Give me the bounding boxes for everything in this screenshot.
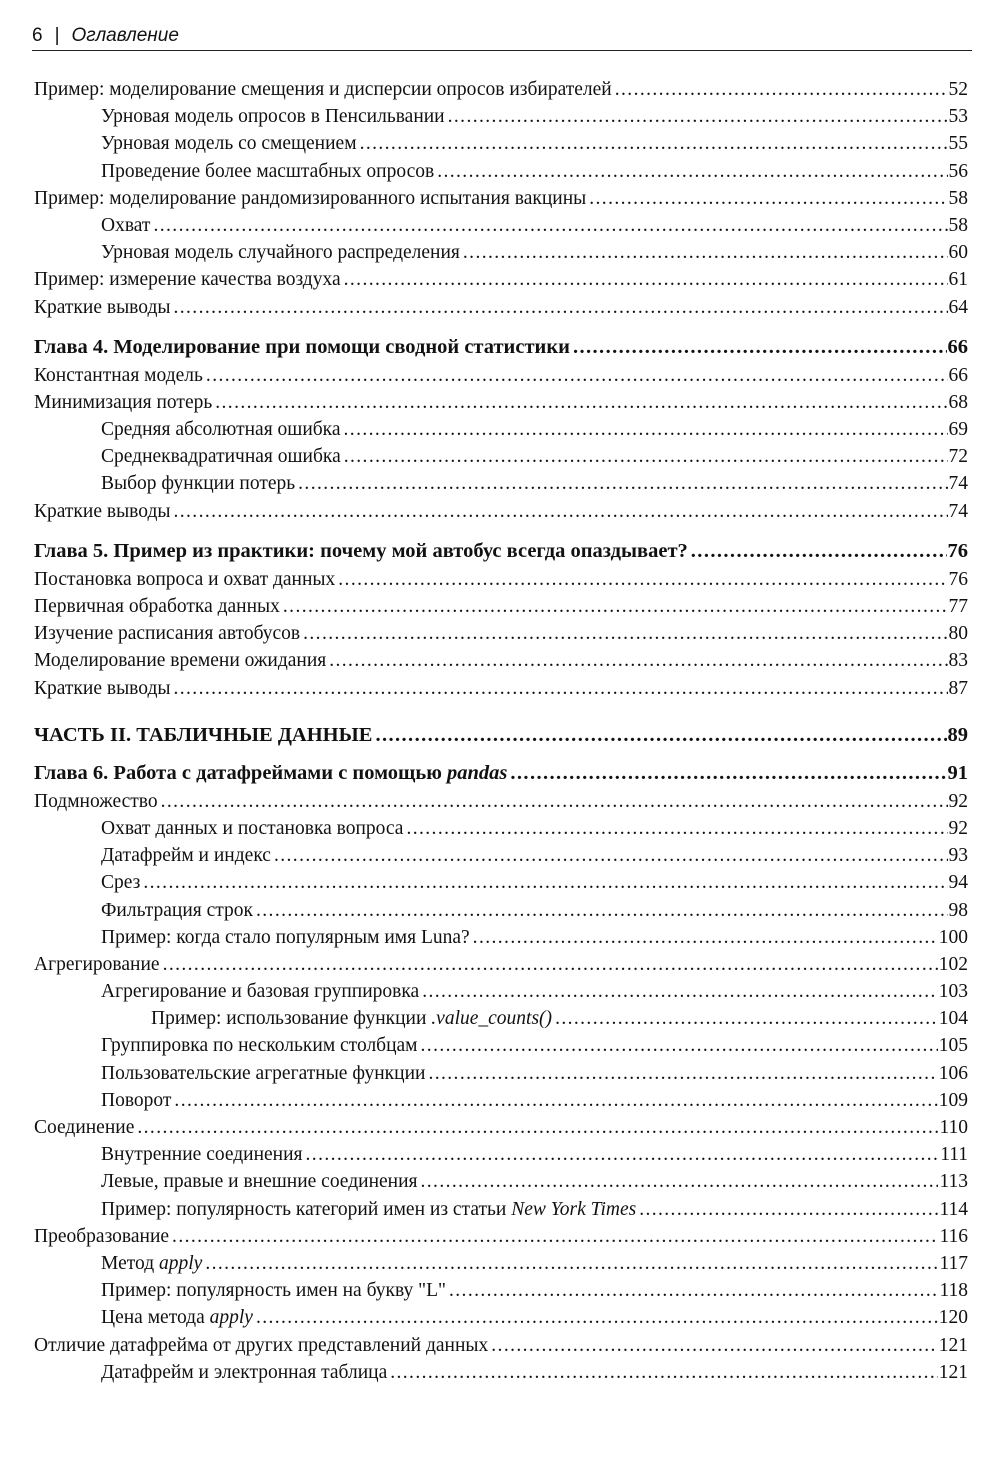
toc-page-number: 93 (948, 845, 968, 867)
toc-entry (34, 620, 968, 647)
table-of-contents (34, 76, 968, 1386)
toc-entry-title (34, 536, 688, 566)
toc-dot-leader (173, 294, 947, 321)
toc-dot-leader (375, 719, 946, 751)
toc-entry-title-text: Левые, правые и внешние соединения (101, 1171, 418, 1193)
toc-page-number: 105 (938, 1035, 968, 1057)
toc-entry-title (34, 1223, 169, 1250)
toc-entry-title (34, 266, 341, 293)
toc-entry-title-text: Пользовательские агрегатные функции (101, 1062, 426, 1084)
toc-page-number: 109 (938, 1089, 968, 1111)
toc-entry-title (101, 869, 140, 896)
toc-entry-title (101, 1277, 446, 1304)
toc-entry (34, 185, 968, 212)
toc-dot-leader (153, 212, 947, 239)
toc-entry (34, 897, 968, 924)
toc-entry (34, 978, 968, 1005)
toc-entry (34, 416, 968, 443)
toc-page-number: 103 (938, 981, 968, 1003)
toc-entry (34, 815, 968, 842)
header-title: Оглавление (71, 25, 179, 46)
toc-entry (34, 788, 968, 815)
toc-entry-title-text: Агрегирование (34, 953, 160, 975)
toc-dot-leader (137, 1114, 938, 1141)
toc-entry-title-italic: New York Times (511, 1198, 637, 1220)
toc-part-entry (34, 719, 968, 751)
toc-entry-title-text: Выбор функции потерь (101, 473, 296, 495)
toc-entry-title-text: Агрегирование и базовая группировка (101, 981, 420, 1003)
toc-page-number: 74 (948, 473, 968, 495)
toc-chapter-entry (34, 536, 968, 566)
toc-entry (34, 1168, 968, 1195)
toc-entry-title-text: ЧАСТЬ II. ТАБЛИЧНЫЕ ДАННЫЕ (34, 723, 373, 746)
toc-entry (34, 1114, 968, 1141)
toc-entry-title-text: Преобразование (34, 1225, 170, 1247)
toc-page-number: 104 (938, 1008, 968, 1030)
toc-page-number: 94 (948, 872, 968, 894)
toc-dot-leader (344, 443, 948, 470)
toc-dot-leader (344, 416, 948, 443)
toc-entry-title (101, 1250, 202, 1277)
toc-entry (34, 924, 968, 951)
toc-entry-title-text: Константная модель (34, 364, 203, 386)
toc-page-number: 111 (940, 1144, 968, 1166)
toc-dot-leader (329, 647, 947, 674)
toc-dot-leader (298, 470, 947, 497)
toc-entry-title (34, 362, 203, 389)
toc-entry-title-text: Первичная обработка данных (34, 596, 280, 617)
toc-dot-leader (306, 1141, 940, 1168)
toc-entry (34, 266, 968, 293)
toc-entry (34, 389, 968, 416)
toc-entry-title-text: Датафрейм и электронная таблица (101, 1361, 388, 1383)
toc-entry-title-text: Метод (101, 1252, 159, 1274)
toc-dot-leader (589, 185, 947, 212)
toc-entry-title (101, 158, 434, 185)
toc-entry-title-text: Пример: моделирование смещения и дисперсии опросов избирателей (34, 79, 612, 100)
toc-entry-title-text: Охват данных и постановка вопроса (101, 817, 404, 839)
toc-entry-title-text: Постановка вопроса и охват данных (34, 568, 336, 590)
toc-entry-title-text: Подмножество (34, 790, 158, 812)
toc-page-number: 66 (947, 335, 968, 358)
toc-entry-title-text: Соединение (34, 1117, 135, 1138)
toc-entry-title (101, 924, 470, 951)
toc-entry-title (34, 788, 158, 815)
toc-dot-leader (206, 362, 948, 389)
toc-entry-title (34, 389, 212, 416)
toc-dot-leader (283, 593, 948, 620)
toc-entry (34, 130, 968, 157)
toc-entry (34, 443, 968, 470)
toc-entry-title-text: Цена метода (101, 1307, 210, 1329)
toc-entry-title-text: Группировка по нескольким столбцам (101, 1035, 418, 1057)
toc-dot-leader (691, 536, 947, 566)
toc-entry-title (101, 1060, 425, 1087)
toc-page-number: 92 (948, 817, 968, 839)
toc-entry-title (101, 443, 341, 470)
toc-entry-title-text: Изучение расписания автобусов (34, 623, 301, 645)
toc-entry-title-italic: pandas (446, 761, 508, 784)
toc-dot-leader (256, 1304, 938, 1331)
toc-entry-title (34, 294, 170, 321)
toc-entry-title-text: Урновая модель со смещением (101, 133, 357, 155)
toc-entry (34, 1304, 968, 1331)
toc-entry-title-text: Краткие выводы (34, 677, 171, 699)
toc-entry (34, 675, 968, 702)
toc-page-number: 53 (948, 106, 968, 128)
toc-entry (34, 1359, 968, 1386)
toc-entry-title-text: Охват (101, 214, 151, 236)
toc-page-number: 60 (948, 242, 968, 264)
toc-entry (34, 593, 968, 620)
toc-entry-title-text: Минимизация потерь (34, 391, 213, 413)
toc-page-number: 74 (948, 500, 968, 522)
toc-entry-title (101, 130, 357, 157)
toc-page-number: 66 (948, 364, 968, 386)
toc-entry-title-text: Глава 4. Моделирование при помощи сводной статистики (34, 335, 570, 358)
toc-entry-title-text: Пример: популярность категорий имен из статьи (101, 1198, 512, 1220)
toc-page-number: 52 (948, 79, 968, 100)
toc-entry (34, 239, 968, 266)
toc-entry-title (34, 1114, 134, 1141)
toc-page-number: 113 (939, 1171, 968, 1193)
toc-page-number: 102 (938, 953, 968, 975)
toc-page-number: 68 (948, 391, 968, 413)
toc-entry (34, 1032, 968, 1059)
running-header (32, 22, 972, 51)
toc-entry-title-text: Пример: моделирование рандомизированного испытания вакцины (34, 187, 587, 209)
toc-entry (34, 362, 968, 389)
toc-entry (34, 1196, 968, 1223)
toc-entry-title-text: Глава 5. Пример из практики: почему мой автобус всегда опаздывает? (34, 539, 688, 562)
toc-dot-leader (639, 1196, 938, 1223)
toc-dot-leader (215, 389, 947, 416)
toc-entry-title (34, 675, 170, 702)
toc-dot-leader (360, 130, 948, 157)
toc-entry (34, 498, 968, 525)
toc-entry-title-text: Отличие датафрейма от других представлений данных (34, 1334, 489, 1356)
toc-entry-title-italic: apply (209, 1307, 253, 1329)
toc-entry (34, 1141, 968, 1168)
toc-entry-title-text: Фильтрация строк (101, 899, 253, 921)
toc-page-number: 55 (948, 133, 968, 155)
toc-page-number: 116 (939, 1225, 968, 1247)
toc-page-number: 114 (939, 1198, 968, 1220)
toc-dot-leader (338, 566, 947, 593)
toc-dot-leader (421, 1168, 939, 1195)
toc-dot-leader (163, 951, 938, 978)
toc-page-number: 77 (948, 596, 968, 617)
toc-dot-leader (205, 1250, 938, 1277)
toc-dot-leader (161, 788, 948, 815)
toc-entry (34, 470, 968, 497)
toc-page-number: 87 (948, 677, 968, 699)
toc-entry-title (34, 758, 507, 788)
toc-page-number: 106 (938, 1062, 968, 1084)
toc-page-number: 117 (939, 1252, 968, 1274)
toc-entry-title (101, 1087, 171, 1114)
toc-entry-title-text: Пример: когда стало популярным имя Luna? (101, 926, 470, 948)
toc-entry (34, 294, 968, 321)
toc-entry-title (34, 593, 280, 620)
toc-page-number: 121 (938, 1334, 968, 1356)
toc-entry-title-text: Пример: использование функции (151, 1008, 432, 1030)
toc-entry-title (101, 897, 253, 924)
toc-entry (34, 158, 968, 185)
toc-page-number: 76 (948, 568, 968, 590)
toc-entry-title (34, 620, 300, 647)
toc-page-number: 64 (948, 296, 968, 318)
toc-entry-title (101, 1141, 303, 1168)
toc-entry-title (101, 1168, 418, 1195)
toc-dot-leader (510, 758, 946, 788)
toc-entry-title (101, 1196, 636, 1223)
toc-dot-leader (463, 239, 948, 266)
toc-dot-leader (173, 675, 947, 702)
toc-entry-title (34, 719, 372, 751)
toc-entry (34, 1332, 968, 1359)
toc-page-number: 83 (948, 650, 968, 672)
toc-entry-title-text: Датафрейм и индекс (101, 845, 271, 867)
toc-page-number: 120 (938, 1307, 968, 1329)
toc-dot-leader (473, 924, 938, 951)
toc-dot-leader (256, 897, 948, 924)
toc-entry-title (34, 498, 170, 525)
toc-entry (34, 1087, 968, 1114)
toc-entry-title-text: Глава 6. Работа с датафреймами с помощью (34, 761, 447, 784)
toc-dot-leader (173, 498, 947, 525)
toc-entry-title (34, 332, 570, 362)
toc-entry (34, 566, 968, 593)
toc-entry-title (34, 185, 586, 212)
toc-entry-title (101, 239, 460, 266)
toc-dot-leader (274, 842, 948, 869)
toc-entry (34, 1250, 968, 1277)
toc-entry-title-text: Урновая модель опросов в Пенсильвании (101, 106, 445, 128)
toc-page-number: 80 (948, 623, 968, 645)
toc-chapter-entry (34, 332, 968, 362)
toc-entry-title (101, 842, 271, 869)
toc-dot-leader (174, 1087, 937, 1114)
toc-entry-title-text: Пример: измерение качества воздуха (34, 269, 341, 291)
toc-page-number: 76 (947, 539, 968, 562)
toc-dot-leader (390, 1359, 938, 1386)
toc-dot-leader (344, 266, 948, 293)
toc-entry (34, 103, 968, 130)
toc-entry-title-text: Моделирование времени ожидания (34, 650, 327, 672)
toc-entry-title-text: Проведение более масштабных опросов (101, 160, 435, 182)
toc-entry (34, 1005, 968, 1032)
toc-entry-title (101, 103, 445, 130)
toc-page-number: 121 (938, 1361, 968, 1383)
toc-page-number: 98 (948, 899, 968, 921)
toc-entry (34, 647, 968, 674)
toc-dot-leader (428, 1060, 937, 1087)
toc-dot-leader (437, 158, 947, 185)
toc-dot-leader (573, 332, 947, 362)
toc-entry-title (34, 951, 160, 978)
toc-entry-title (101, 212, 150, 239)
toc-entry-title (101, 470, 295, 497)
toc-page-number: 58 (948, 214, 968, 236)
toc-entry (34, 212, 968, 239)
toc-entry-title (101, 978, 419, 1005)
toc-dot-leader (406, 815, 947, 842)
toc-entry (34, 842, 968, 869)
toc-entry-title-italic: .value_counts() (431, 1008, 553, 1030)
toc-entry-title (151, 1005, 552, 1032)
toc-entry (34, 76, 968, 103)
toc-page-number: 72 (948, 446, 968, 468)
toc-page-number: 58 (948, 187, 968, 209)
toc-entry-title-text: Внутренние соединения (101, 1144, 303, 1166)
toc-page-number: 110 (939, 1117, 968, 1138)
toc-chapter-entry (34, 758, 968, 788)
toc-entry (34, 1223, 968, 1250)
toc-dot-leader (421, 1032, 938, 1059)
toc-entry-title-text: Пример: популярность имен на букву "L" (101, 1280, 446, 1302)
toc-dot-leader (422, 978, 938, 1005)
toc-entry-title (101, 416, 341, 443)
toc-entry-title (34, 76, 612, 103)
toc-dot-leader (615, 76, 948, 103)
page-number: 6 (32, 25, 43, 46)
toc-dot-leader (448, 103, 948, 130)
toc-entry-title-text: Краткие выводы (34, 500, 171, 522)
toc-dot-leader (143, 869, 947, 896)
toc-dot-leader (491, 1332, 937, 1359)
toc-entry-title-text: Средняя абсолютная ошибка (101, 419, 341, 441)
toc-dot-leader (449, 1277, 938, 1304)
toc-page-number: 118 (939, 1280, 968, 1302)
toc-entry (34, 1277, 968, 1304)
toc-entry-title-italic: apply (159, 1252, 203, 1274)
toc-entry-title (101, 1032, 418, 1059)
toc-entry-title (101, 1304, 253, 1331)
toc-page-number: 91 (947, 761, 968, 784)
toc-dot-leader (303, 620, 947, 647)
toc-page-number: 100 (938, 926, 968, 948)
toc-page-number: 69 (948, 419, 968, 441)
toc-page-number: 92 (948, 790, 968, 812)
toc-entry-title (34, 566, 335, 593)
toc-dot-leader (172, 1223, 938, 1250)
toc-entry-title-text: Краткие выводы (34, 296, 171, 318)
toc-dot-leader (555, 1005, 938, 1032)
toc-entry-title-text: Среднеквадратичная ошибка (101, 446, 341, 468)
toc-entry-title (101, 1359, 387, 1386)
header-separator: | (54, 25, 60, 46)
toc-page-number: 56 (948, 160, 968, 182)
toc-entry (34, 869, 968, 896)
toc-page-number: 89 (947, 723, 968, 746)
toc-entry-title-text: Урновая модель случайного распределения (101, 242, 460, 264)
toc-entry (34, 951, 968, 978)
toc-entry (34, 1060, 968, 1087)
toc-entry-title (34, 1332, 488, 1359)
toc-entry-title-text: Срез (101, 872, 141, 894)
toc-entry-title (101, 815, 403, 842)
toc-page-number: 61 (948, 269, 968, 291)
toc-entry-title-text: Поворот (101, 1089, 172, 1111)
toc-entry-title (34, 647, 326, 674)
